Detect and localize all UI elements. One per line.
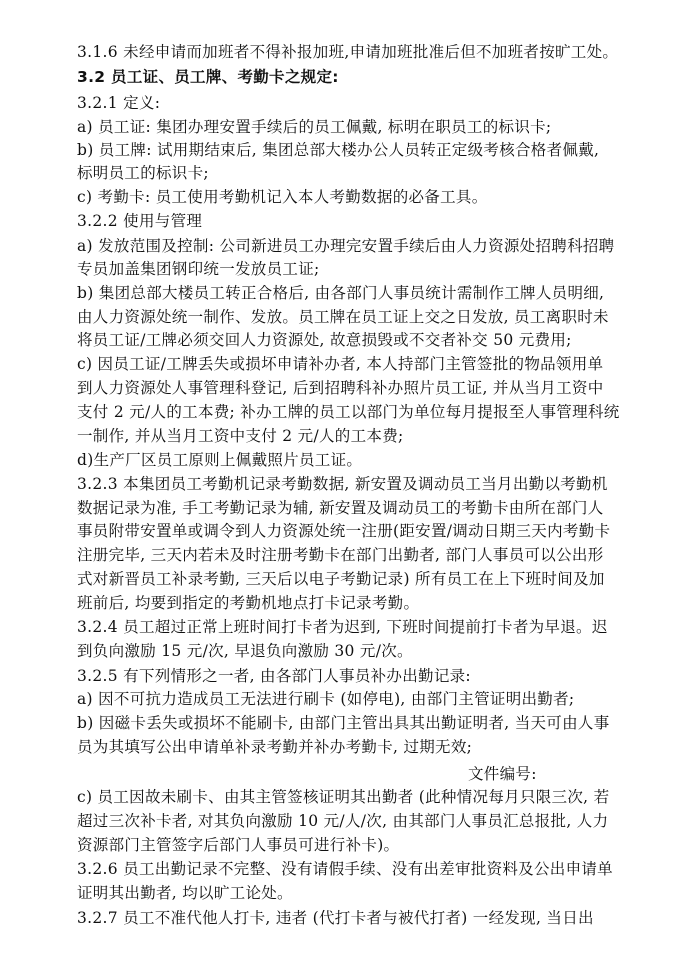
- definition-b-cont: 标明员工的标识卡;: [77, 164, 209, 182]
- clause-3-2-6-cont: 证明其出勤者, 均以旷工论处。: [77, 884, 293, 902]
- clause-3-2-3-cont-4: 式对新晋员工补录考勤, 三天后以电子考勤记录) 所有员工在上下班时间及加: [77, 570, 605, 588]
- case-c-cont-1: 超过三次补卡者, 对其负向激励 10 元/人/次, 由其部门人事员汇总报批, 人力: [77, 812, 609, 830]
- usage-c-cont-2: 支付 2 元/人的工本费; 补办工牌的员工以部门为单位每月提报至人事管理科统: [77, 403, 620, 421]
- clause-3-2-4-cont: 到负向激励 15 元/次, 早退负向激励 30 元/次。: [77, 642, 413, 660]
- section-heading-3-2: 3.2 员工证、员工牌、考勤卡之规定:: [77, 68, 339, 86]
- case-b-cont: 员为其填写公出申请单补录考勤并补办考勤卡, 过期无效;: [77, 738, 473, 756]
- definition-c: c) 考勤卡: 员工使用考勤机记入本人考勤数据的必备工具。: [77, 188, 488, 206]
- clause-3-2-3: 3.2.3 本集团员工考勤机记录考勤数据, 新安置及调动员工当月出勤以考勤机: [77, 475, 608, 493]
- case-c-cont-2: 资源部门主管签字后部门人事员可进行补卡)。: [77, 836, 400, 854]
- clause-3-2-5: 3.2.5 有下列情形之一者, 由各部门人事员补办出勤记录:: [77, 667, 471, 685]
- case-b: b) 因磁卡丢失或损坏不能刷卡, 由部门主管出具其出勤证明者, 当天可由人事: [77, 714, 610, 732]
- clause-3-2-1: 3.2.1 定义:: [77, 94, 161, 112]
- clause-3-2-4: 3.2.4 员工超过正常上班时间打卡者为迟到, 下班时间提前打卡者为早退。迟: [77, 618, 608, 636]
- clause-3-2-3-cont-3: 注册完毕, 三天内若未及时注册考勤卡在部门出勤者, 部门人事员可以公出形: [77, 546, 604, 564]
- usage-d: d)生产厂区员工原则上佩戴照片员工证。: [77, 451, 363, 469]
- clause-3-2-3-cont-5: 班前后, 均要到指定的考勤机地点打卡记录考勤。: [77, 594, 420, 612]
- usage-a: a) 发放范围及控制: 公司新进员工办理完安置手续后由人力资源处招聘科招聘: [77, 237, 615, 255]
- clause-3-2-6: 3.2.6 员工出勤记录不完整、没有请假手续、没有出差审批资料及公出申请单: [77, 860, 613, 878]
- usage-c: c) 因员工证/工牌丢失或损坏申请补办者, 本人持部门主管签批的物品领用单: [77, 355, 604, 373]
- document-number-label: 文件编号:: [468, 765, 537, 783]
- usage-a-cont: 专员加盖集团钢印统一发放员工证;: [77, 260, 320, 278]
- usage-b-cont-1: 由人力资源处统一制作、发放。员工牌在员工证上交之日发放, 员工离职时未: [77, 308, 609, 326]
- case-c: c) 员工因故未刷卡、由其主管签核证明其出勤者 (此种情况每月只限三次, 若: [77, 788, 610, 806]
- definition-b: b) 员工牌: 试用期结束后, 集团总部大楼办公人员转正定级考核合格者佩戴,: [77, 141, 600, 159]
- clause-3-2-7: 3.2.7 员工不准代他人打卡, 违者 (代打卡者与被代打者) 一经发现, 当日出: [77, 909, 594, 927]
- usage-b-cont-2: 将员工证/工牌必须交回人力资源处, 故意损毁或不交者补交 50 元费用;: [77, 331, 572, 349]
- usage-c-cont-3: 一制作, 并从当月工资中支付 2 元/人的工本费;: [77, 427, 404, 445]
- definition-a: a) 员工证: 集团办理安置手续后的员工佩戴, 标明在职员工的标识卡;: [77, 118, 552, 136]
- case-a: a) 因不可抗力造成员工无法进行刷卡 (如停电), 由部门主管证明出勤者;: [77, 690, 575, 708]
- usage-b: b) 集团总部大楼员工转正合格后, 由各部门人事员统计需制作工牌人员明细,: [77, 284, 605, 302]
- clause-3-2-2: 3.2.2 使用与管理: [77, 212, 203, 230]
- clause-3-1-6: 3.1.6 未经申请而加班者不得补报加班,申请加班批准后但不加班者按旷工处。: [77, 43, 619, 61]
- usage-c-cont-1: 到人力资源处人事管理科登记, 后到招聘科补办照片员工证, 并从当月工资中: [77, 379, 604, 397]
- clause-3-2-3-cont-1: 数据记录为准, 手工考勤记录为辅, 新安置及调动员工的考勤卡由所在部门人: [77, 499, 604, 517]
- clause-3-2-3-cont-2: 事员附带安置单或调令到人力资源处统一注册(距安置/调动日期三天内考勤卡: [77, 522, 611, 540]
